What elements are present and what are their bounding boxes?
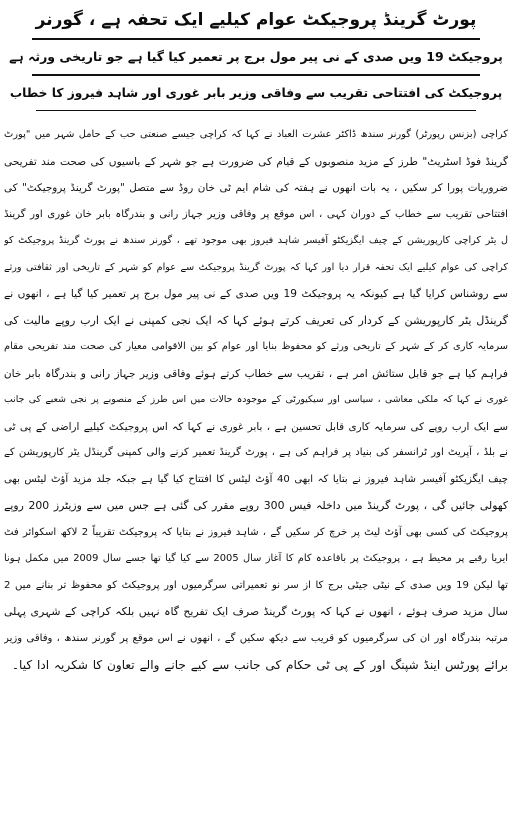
headline-sub-1: پروجیکٹ 19 ویں صدی کے نی پیر مول برج پر تعمیر کیا گیا ہے جو تاریخی ورثہ ہے xyxy=(9,49,503,64)
article-line: ایریا رقبے پر محیط ہے ، پروجیکٹ پر باقاعدہ کام کا آغاز سال 2005 سے کیا گیا تھا جسے سال 2009 میں مکمل ہونا xyxy=(4,553,508,564)
article-line: سے روشناس کرایا گیا ہے کیونکہ یہ پروجیکٹ 19 ویں صدی کے نی پیر مول برج پر تعمیر کیا گیا ہے ، انھوں نے xyxy=(4,288,508,300)
article-line: کراچی کی عوام کیلیے ایک تحفہ قرار دیا اور کہا کہ پورٹ گرینڈ پروجیکٹ سے عوام کو شہر کے تاریخی اور ثقافتی ورثے xyxy=(4,261,508,273)
article-line-last: برائے پورٹس اینڈ شپنگ اور کے پی ٹی حکام کی جانب سے کیے جانے والے تعاون کا شکریہ ادا کیا۔ xyxy=(11,658,508,672)
article-line: ضروریات پورا کر سکیں ، یہ بات انھوں نے ہفتہ کی شام ایم ٹی خان روڈ سے متصل "پورٹ گرینڈ پروجیکٹ" کی xyxy=(4,182,508,194)
article-line: سرمایہ کاری کر کے شہر کے تاریخی ورثے کو محفوظ بنایا اور عوام کو بین الاقوامی معیار کی صحت مند تفریحی مقام xyxy=(4,341,508,352)
article-line: تھا لیکن 19 ویں صدی کے نیٹی جیٹی برج کا از سر نو تعمیراتی سرگرمیوں اور پروجیکٹ کو محفوظ تر بنانے میں 2 xyxy=(4,579,508,591)
article-line: کراچی (بزنس رپورٹر) گورنر سندھ ڈاکٹر عشرت العباد نے کہا کہ کراچی جیسے صنعتی حب کے حامل شہر میں "پورٹ xyxy=(4,129,508,140)
headline-sub-2: پروجیکٹ کی افتتاحی تقریب سے وفاقی وزیر بابر غوری اور شاہد فیروز کا خطاب xyxy=(9,86,503,100)
article-line: پروجیکٹ کی کسی بھی آؤٹ لیٹ پر خرچ کر سکیں گے ، شاہد فیروز نے بتایا کہ پروجیکٹ تقریباً 2 لاکھ اسکوائر فٹ xyxy=(4,526,508,538)
article-line: چیف ایگزیکٹو آفیسر شاہد فیروز نے بتایا کہ ابھی 40 آؤٹ لیٹس کا افتتاح کیا گیا ہے جبکہ جلد مزید آؤٹ لیٹس بھی xyxy=(4,473,508,485)
article-line: کھولی جائیں گی ، پورٹ گرینڈ میں داخلہ فیس 300 روپے مقرر کی گئی ہے جس میں سے وزیٹرز 200 روپے xyxy=(4,499,508,512)
article-line: گرینڈ فوڈ اسٹریٹ" طرز کے مزید منصوبوں کے قیام کی ضرورت ہے جو شہر کے باسیوں کی صحت مند تفریحی xyxy=(4,155,508,168)
article-line: نے بلڈ ، آپریٹ اور ٹرانسفر کی بنیاد پر فراہم کی ہے ، پورٹ گرینڈ تعمیر کرنے والی کمپنی گرینڈل یٹر کارپوریشن کے xyxy=(4,447,508,458)
article-body xyxy=(4,122,508,679)
article-line: سال مزید صرف ہوئے ، انھوں نے کہا کہ پورٹ گرینڈ صرف ایک تفریح گاہ نہیں بلکہ کراچی کے شہری پہلی xyxy=(4,605,508,618)
article-line: فراہم کیا ہے جو قابل ستائش امر ہے ، تقریب سے خطاب کرتے ہوئے وفاقی وزیر جہاز رانی و بندرگاہ بابر خان xyxy=(4,367,508,380)
article-line: سے ایک ارب روپے کی سرمایہ کاری قابل تحسین ہے ، بابر غوری نے کہا کہ اس پروجیکٹ کیلیے اراضی کے پی ٹی xyxy=(4,420,508,433)
headline-main: پورٹ گرینڈ پروجیکٹ عوام کیلیے ایک تحفہ ہے ، گورنر xyxy=(35,10,477,30)
article-line: ل یٹر کراچی کارپوریشن کے چیف ایگزیکٹو آفیسر شاہد فیروز بھی موجود تھے ، گورنر سندھ نے پورٹ گرینڈ پروجیکٹ کو xyxy=(4,235,508,246)
headline-divider-3 xyxy=(36,110,476,111)
article-line: گرینڈل یٹر کارپوریشن کے کردار کی تعریف کرتے ہوئے کہا کہ ایک نجی کمپنی نے ایک ارب روپے مالیت کی xyxy=(4,313,508,327)
article-line: مرتبہ بندرگاہ اور ان کی سرگرمیوں کو قریب سے دیکھ سکیں گے ، انھوں نے اس موقع پر گورنر سندھ ، وفاقی وزیر xyxy=(4,632,508,644)
article-line: غوری نے کہا کہ ملکی معاشی ، سیاسی اور سیکیورٹی کے موجودہ حالات میں اس طرز کے منصوبے پر نجی شعبے کی جانب xyxy=(4,394,508,405)
article-line: افتتاحی تقریب سے خطاب کے دوران کہی ، اس موقع پر وفاقی وزیر جہاز رانی و بندرگاہ بابر خان غوری اور گرینڈ xyxy=(4,208,508,220)
